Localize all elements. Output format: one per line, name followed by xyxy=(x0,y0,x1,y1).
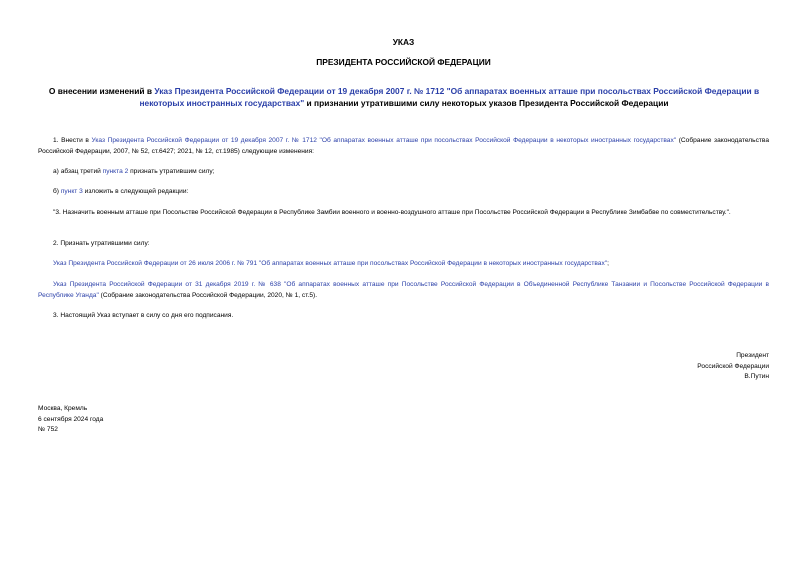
paragraph-1 xyxy=(38,136,769,157)
paragraph-1b xyxy=(38,187,769,198)
p1b-suffix: изложить в следующей редакции: xyxy=(82,188,189,195)
signature-country: Российской Федерации xyxy=(697,362,769,370)
p1-prefix: 1. Внести в xyxy=(53,137,92,144)
paragraph-1-quote: "3. Назначить военным атташе при Посольстве Российской Федерации в Республике Замбии военного и военно-воздушного атташе при Посольстве Российской Федерации в Республике Зимбабве по совместительству.". xyxy=(53,209,731,216)
signature-name: В.Путин xyxy=(744,373,769,380)
issuer-heading: ПРЕЗИДЕНТА РОССИЙСКОЙ ФЕДЕРАЦИИ xyxy=(316,57,491,67)
p1b-point-link[interactable]: пункт 3 xyxy=(60,188,83,195)
p2b-decree-link[interactable]: Указ Президента Российской Федерации от 31 декабря 2019 г. № 638 "Об аппаратах военных атташе при Посольстве Российской Федерации в Объединенной Республике Танзании и Посольстве Российской Федерации в Республике Уганда" xyxy=(38,281,769,299)
p1-decree-link[interactable]: Указ Президента Российской Федерации от 19 декабря 2007 г. № 1712 "Об аппаратах военных атташе при посольствах Российской Федерации в некоторых иностранных государствах" xyxy=(91,137,677,144)
p1a-point-link[interactable]: пункта 2 xyxy=(102,168,129,175)
signature-block xyxy=(697,351,769,383)
paragraph-3: 3. Настоящий Указ вступает в силу со дня его подписания. xyxy=(53,312,234,319)
p1a-prefix: а) абзац третий xyxy=(53,168,103,175)
paragraph-2b xyxy=(38,280,769,301)
paragraph-2a xyxy=(38,259,769,270)
paragraph-1a xyxy=(38,167,769,178)
p2b-suffix: (Собрание законодательства Российской Федерации, 2020, № 1, ст.5). xyxy=(98,291,318,299)
doc-type-heading: УКАЗ xyxy=(392,37,415,47)
p1a-suffix: признать утратившим силу; xyxy=(128,168,215,175)
paragraph-2: 2. Признать утратившими силу: xyxy=(53,240,150,247)
decree-number: № 752 xyxy=(38,426,58,433)
signature-title: Президент xyxy=(736,352,769,359)
subject-suffix: и признании утратившими силу некоторых указов Президента Российской Федерации xyxy=(304,98,669,108)
subject-prefix: О внесении изменений в xyxy=(48,86,155,96)
p2a-decree-link[interactable]: Указ Президента Российской Федерации от 26 июля 2006 г. № 791 "Об аппаратах военных атташе при посольствах Российской Федерации в некоторых иностранных государствах" xyxy=(53,260,608,267)
p1-suffix: (Собрание законодательства Российской Федерации, 2007, № 52, ст.6427; 2021, № 12, ст.1985) следующие изменения: xyxy=(38,137,769,155)
decree-subject xyxy=(48,85,760,109)
signing-date: 6 сентября 2024 года xyxy=(38,415,104,423)
p1b-prefix: б) xyxy=(53,188,61,195)
subject-decree-link[interactable]: Указ Президента Российской Федерации от 19 декабря 2007 г. № 1712 "Об аппаратах военных атташе при посольствах Российской Федерации в некоторых иностранных государствах" xyxy=(139,86,760,108)
signing-place: Москва, Кремль xyxy=(38,405,88,412)
p2a-suffix: ; xyxy=(607,260,609,267)
place-date-block xyxy=(38,404,103,436)
